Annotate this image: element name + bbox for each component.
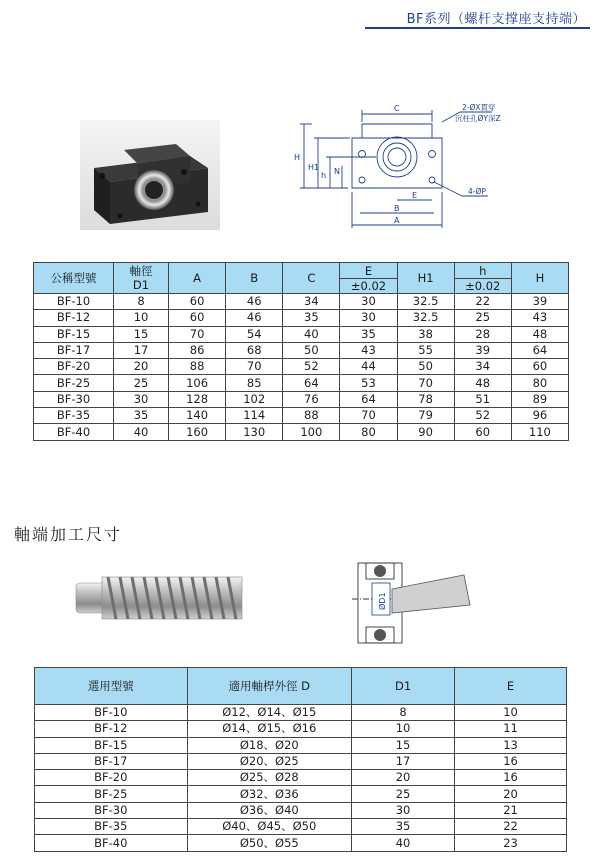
table-row bbox=[34, 326, 569, 342]
table-cell: BF-17 bbox=[34, 342, 114, 358]
screw-shaft-photo bbox=[72, 565, 252, 630]
col-c: C bbox=[283, 263, 340, 294]
table-cell: 80 bbox=[511, 375, 568, 391]
table-cell: 22 bbox=[455, 819, 567, 835]
table-cell: 100 bbox=[283, 424, 340, 440]
table-cell: 25 bbox=[352, 786, 455, 802]
table-cell: 23 bbox=[455, 835, 567, 851]
header-rule bbox=[365, 27, 590, 29]
shaft-d1-label: ØD1 bbox=[378, 592, 387, 610]
table-cell: 79 bbox=[397, 408, 454, 424]
table-cell: 32.5 bbox=[397, 294, 454, 310]
table-cell: Ø14、Ø15、Ø16 bbox=[187, 721, 352, 737]
table-cell: 39 bbox=[454, 342, 511, 358]
table-cell: BF-30 bbox=[34, 391, 114, 407]
table-cell: 70 bbox=[226, 359, 283, 375]
table-cell: 60 bbox=[169, 294, 226, 310]
table-cell: 48 bbox=[511, 326, 568, 342]
table-cell: BF-25 bbox=[35, 786, 188, 802]
table-cell: 30 bbox=[340, 294, 397, 310]
table-cell: 16 bbox=[455, 770, 567, 786]
table-row bbox=[35, 786, 567, 802]
table-cell: 70 bbox=[169, 326, 226, 342]
table-row bbox=[34, 424, 569, 440]
table-cell: 13 bbox=[455, 737, 567, 753]
table-cell: 10 bbox=[352, 721, 455, 737]
col-h1: H1 bbox=[397, 263, 454, 294]
table-row bbox=[35, 802, 567, 818]
table-cell: 80 bbox=[340, 424, 397, 440]
table-cell: BF-40 bbox=[34, 424, 114, 440]
table-cell: Ø36、Ø40 bbox=[187, 802, 352, 818]
table-cell: 160 bbox=[169, 424, 226, 440]
bf-dimensions-table bbox=[33, 262, 569, 441]
table-cell: BF-35 bbox=[34, 408, 114, 424]
table-cell: 20 bbox=[455, 786, 567, 802]
table-cell: 20 bbox=[113, 359, 168, 375]
table-cell: 10 bbox=[455, 705, 567, 721]
table-cell: 28 bbox=[454, 326, 511, 342]
table-cell: 17 bbox=[352, 753, 455, 769]
table-row bbox=[35, 835, 567, 851]
table-row bbox=[34, 294, 569, 310]
table-cell: 90 bbox=[397, 424, 454, 440]
table-cell: Ø32、Ø36 bbox=[187, 786, 352, 802]
table-cell: 21 bbox=[455, 802, 567, 818]
table-cell: BF-17 bbox=[35, 753, 188, 769]
table-cell: 44 bbox=[340, 359, 397, 375]
table-cell: 64 bbox=[283, 375, 340, 391]
table-cell: 10 bbox=[113, 310, 168, 326]
table-cell: 60 bbox=[454, 424, 511, 440]
table-cell: 40 bbox=[283, 326, 340, 342]
table-cell: 20 bbox=[352, 770, 455, 786]
table-cell: 70 bbox=[397, 375, 454, 391]
table-cell: 86 bbox=[169, 342, 226, 358]
table-row bbox=[35, 721, 567, 737]
table-row bbox=[34, 359, 569, 375]
table-cell: BF-10 bbox=[35, 705, 188, 721]
table-cell: 102 bbox=[226, 391, 283, 407]
table-row bbox=[34, 408, 569, 424]
table-cell: BF-25 bbox=[34, 375, 114, 391]
col-e: E bbox=[455, 668, 567, 705]
dim-b-label: B bbox=[394, 204, 400, 213]
table-cell: 50 bbox=[283, 342, 340, 358]
table-cell: 128 bbox=[169, 391, 226, 407]
table-row bbox=[35, 770, 567, 786]
table-cell: 30 bbox=[113, 391, 168, 407]
table-cell: 25 bbox=[454, 310, 511, 326]
table-row bbox=[34, 310, 569, 326]
table-cell: 15 bbox=[113, 326, 168, 342]
dimension-drawing bbox=[292, 100, 522, 240]
table-cell: 39 bbox=[511, 294, 568, 310]
table-row bbox=[34, 375, 569, 391]
col-selected-model: 選用型號 bbox=[35, 668, 188, 705]
table-cell: 22 bbox=[454, 294, 511, 310]
table-cell: 35 bbox=[352, 819, 455, 835]
table-cell: 46 bbox=[226, 310, 283, 326]
col-shaft-diameter: 適用軸桿外徑 D bbox=[187, 668, 352, 705]
note-counterbore: 沉柱孔ØY深Z bbox=[455, 114, 501, 123]
table-row bbox=[35, 819, 567, 835]
table-cell: 30 bbox=[340, 310, 397, 326]
table-cell: BF-12 bbox=[35, 721, 188, 737]
col-b: B bbox=[226, 263, 283, 294]
table-cell: 88 bbox=[169, 359, 226, 375]
table-cell: 43 bbox=[340, 342, 397, 358]
table-cell: 55 bbox=[397, 342, 454, 358]
table-cell: 96 bbox=[511, 408, 568, 424]
table-cell: 54 bbox=[226, 326, 283, 342]
table-cell: BF-20 bbox=[34, 359, 114, 375]
table-cell: 17 bbox=[113, 342, 168, 358]
table-cell: 76 bbox=[283, 391, 340, 407]
table-cell: Ø50、Ø55 bbox=[187, 835, 352, 851]
table-cell: 30 bbox=[352, 802, 455, 818]
note-holes: 4-ØP bbox=[468, 187, 486, 196]
table-cell: 52 bbox=[283, 359, 340, 375]
col-e: E ±0.02 bbox=[340, 263, 397, 294]
table-cell: Ø40、Ø45、Ø50 bbox=[187, 819, 352, 835]
table-cell: 53 bbox=[340, 375, 397, 391]
table-cell: 46 bbox=[226, 294, 283, 310]
table-cell: 60 bbox=[511, 359, 568, 375]
table-cell: 64 bbox=[511, 342, 568, 358]
table-row bbox=[35, 737, 567, 753]
table-cell: 25 bbox=[113, 375, 168, 391]
table-cell: 70 bbox=[340, 408, 397, 424]
table-cell: 16 bbox=[455, 753, 567, 769]
table-cell: 114 bbox=[226, 408, 283, 424]
table-cell: 106 bbox=[169, 375, 226, 391]
table-cell: Ø18、Ø20 bbox=[187, 737, 352, 753]
table-cell: 88 bbox=[283, 408, 340, 424]
shaft-end-drawing bbox=[352, 553, 472, 653]
table-cell: 52 bbox=[454, 408, 511, 424]
table-cell: BF-15 bbox=[35, 737, 188, 753]
col-model: 公稱型號 bbox=[34, 263, 114, 294]
table-cell: 11 bbox=[455, 721, 567, 737]
dim-h-small-label: h bbox=[321, 171, 327, 180]
table-cell: 35 bbox=[283, 310, 340, 326]
support-block-photo bbox=[80, 120, 220, 230]
table-cell: 64 bbox=[340, 391, 397, 407]
table-cell: 68 bbox=[226, 342, 283, 358]
table-cell: Ø20、Ø25 bbox=[187, 753, 352, 769]
dim-n-label: N bbox=[334, 167, 340, 176]
table-cell: BF-30 bbox=[35, 802, 188, 818]
col-d1: D1 bbox=[352, 668, 455, 705]
table-cell: 34 bbox=[454, 359, 511, 375]
table-cell: 48 bbox=[454, 375, 511, 391]
page-header-title: BF系列（螺杆支撑座支持端） bbox=[406, 12, 586, 27]
table-cell: 140 bbox=[169, 408, 226, 424]
table-cell: Ø12、Ø14、Ø15 bbox=[187, 705, 352, 721]
table-cell: 60 bbox=[169, 310, 226, 326]
table-cell: 85 bbox=[226, 375, 283, 391]
table-cell: 110 bbox=[511, 424, 568, 440]
col-h: H bbox=[511, 263, 568, 294]
col-d1: 軸徑 D1 bbox=[113, 263, 168, 294]
table-cell: 130 bbox=[226, 424, 283, 440]
table-cell: 40 bbox=[113, 424, 168, 440]
dim-c-label: C bbox=[394, 104, 400, 113]
table-cell: BF-20 bbox=[35, 770, 188, 786]
table-cell: 15 bbox=[352, 737, 455, 753]
table-cell: 8 bbox=[352, 705, 455, 721]
table-row bbox=[35, 753, 567, 769]
shaft-end-table bbox=[34, 667, 567, 852]
table-cell: BF-35 bbox=[35, 819, 188, 835]
table-row bbox=[35, 705, 567, 721]
dim-h-label: H bbox=[294, 153, 301, 162]
shaft-end-section-title: 軸端加工尺寸 bbox=[14, 525, 123, 544]
table-cell: 32.5 bbox=[397, 310, 454, 326]
table-cell: Ø25、Ø28 bbox=[187, 770, 352, 786]
dim-h1-label: H1 bbox=[308, 163, 320, 172]
note-through-hole: 2-ØX貫穿 bbox=[462, 103, 496, 112]
dim-e-label: E bbox=[412, 191, 418, 200]
table-cell: BF-15 bbox=[34, 326, 114, 342]
table-cell: 43 bbox=[511, 310, 568, 326]
table-cell: 38 bbox=[397, 326, 454, 342]
table-cell: BF-12 bbox=[34, 310, 114, 326]
table-cell: BF-10 bbox=[34, 294, 114, 310]
table-cell: 51 bbox=[454, 391, 511, 407]
table-cell: 34 bbox=[283, 294, 340, 310]
table-row bbox=[34, 391, 569, 407]
table-cell: 40 bbox=[352, 835, 455, 851]
dim-a-label: A bbox=[394, 216, 400, 225]
col-a: A bbox=[169, 263, 226, 294]
table-row bbox=[34, 342, 569, 358]
table-cell: 50 bbox=[397, 359, 454, 375]
table-cell: 35 bbox=[113, 408, 168, 424]
col-h-small: h ±0.02 bbox=[454, 263, 511, 294]
table-cell: 78 bbox=[397, 391, 454, 407]
table-cell: 8 bbox=[113, 294, 168, 310]
table-cell: 89 bbox=[511, 391, 568, 407]
table-cell: 35 bbox=[340, 326, 397, 342]
table-cell: BF-40 bbox=[35, 835, 188, 851]
